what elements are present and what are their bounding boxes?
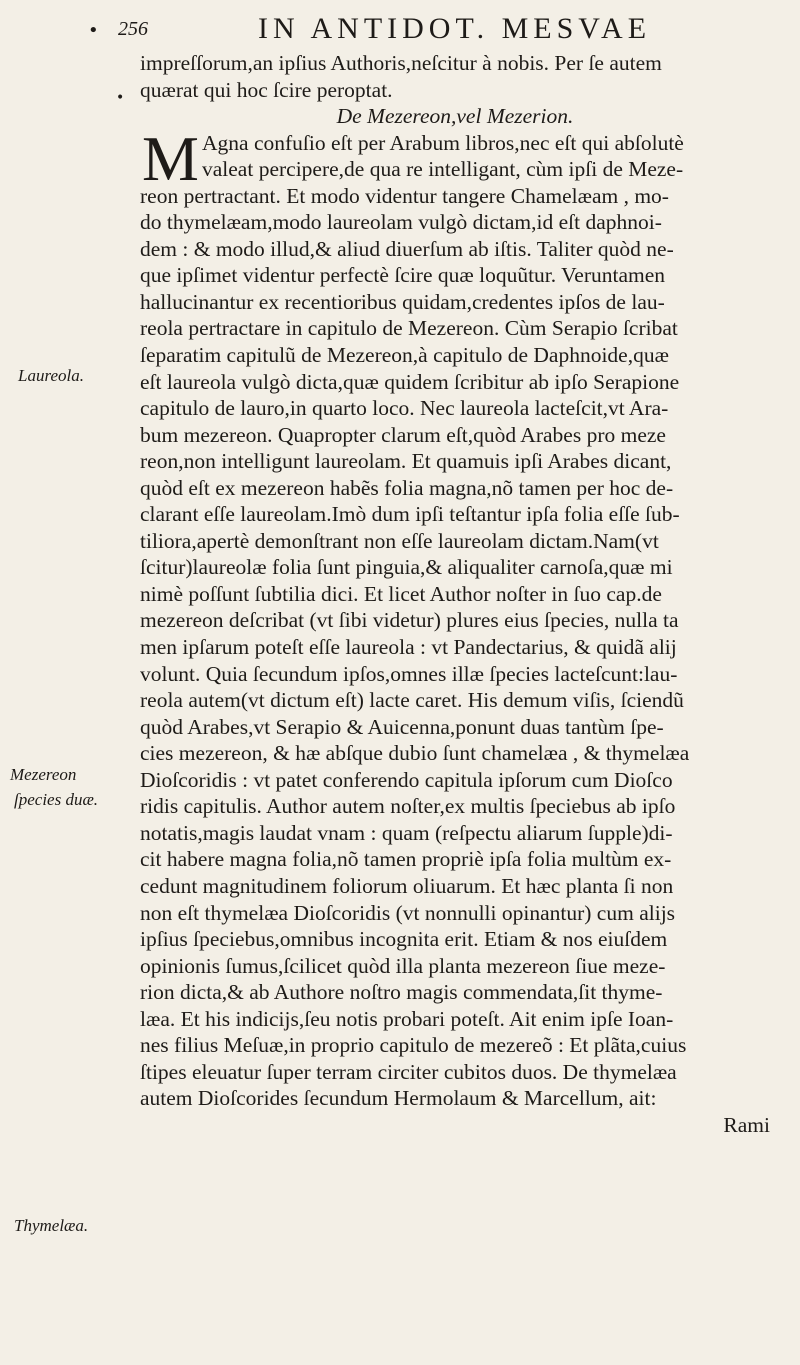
running-head: IN ANTIDOT. MESVAE bbox=[258, 12, 652, 45]
printer-mark: • bbox=[88, 20, 99, 41]
text-line: quòd Arabes,vt Serapio & Auicenna,ponunt duas tantùm ſpe- bbox=[140, 714, 664, 739]
text-line: volunt. Quia ſecundum ipſos,omnes illæ ſpecies lacteſcunt:lau- bbox=[140, 661, 678, 686]
text-line: capitulo de lauro,in quarto loco. Nec laureola lacteſcit,vt Ara- bbox=[140, 396, 669, 421]
text-line: cedunt magnitudinem foliorum oliuarum. Et hæc planta ſi non bbox=[140, 873, 674, 898]
text-line: do thymelæam,modo laureolam vulgò dictam,id eſt daphnoi- bbox=[140, 210, 662, 235]
text-line: reon pertractant. Et modo videntur tangere Chamelæam , mo- bbox=[140, 183, 669, 208]
margin-note-laureola: Laureola. bbox=[18, 366, 84, 385]
text-line: clarant eſſe laureolam.Imò dum ipſi teſtantur ipſa folia eſſe ſub- bbox=[140, 502, 680, 527]
text-line: dem : & modo illud,& aliud diuerſum ab iſtis. Taliter quòd ne- bbox=[140, 236, 674, 261]
text-line: ſcitur)laureolæ folia ſunt pinguia,& aliqualiter carnoſa,quæ mi bbox=[140, 555, 673, 580]
text-line: opinionis ſumus,ſcilicet quòd illa planta mezereon ſiue meze- bbox=[140, 953, 666, 978]
text-line: nes filius Meſuæ,in proprio capitulo de mezereõ : Et plãta,cuius bbox=[140, 1033, 687, 1058]
text-line: notatis,magis laudat vnam : quam (reſpectu aliarum ſupple)di- bbox=[140, 820, 673, 845]
margin-note-mezereon: Mezereon bbox=[10, 765, 77, 784]
text-line: ſtipes eleuatur ſuper terram circiter cubitos duos. De thymelæa bbox=[140, 1059, 677, 1084]
text-line: reola pertractare in capitulo de Mezereon. Cùm Serapio ſcribat bbox=[140, 316, 678, 341]
printer-mark: • bbox=[116, 90, 125, 106]
text-line: bum mezereon. Quapropter clarum eſt,quòd Arabes pro meze bbox=[140, 422, 666, 447]
text-line: nimè poſſunt ſubtilia dici. Et licet Author noſter in ſuo cap.de bbox=[140, 581, 662, 606]
text-line: quòd eſt ex mezereon habẽs folia magna,nõ tamen per hoc de- bbox=[140, 475, 674, 500]
text-line: valeat percipere,de qua re intelligant, cùm ipſi de Meze- bbox=[202, 157, 684, 182]
text-line: impreſſorum,an ipſius Authoris,neſcitur à nobis. Per ſe autem bbox=[140, 51, 662, 75]
drop-cap: M bbox=[142, 123, 199, 194]
text-line: hallucinantur ex recentioribus quidam,credentes ipſos de lau- bbox=[140, 289, 665, 314]
text-line: non eſt thymelæa Dioſcoridis (vt nonnulli opinantur) cum alijs bbox=[140, 900, 676, 925]
section-title: De Mezereon,vel Mezerion. bbox=[336, 104, 574, 129]
text-line: rion dicta,& ab Authore noſtro magis commendata,ſit thyme- bbox=[140, 980, 663, 1005]
page-number: 256 bbox=[118, 18, 148, 40]
catchword: Rami bbox=[723, 1112, 770, 1137]
text-line: que ipſimet videntur perfectè ſcire quæ loquũtur. Veruntamen bbox=[140, 263, 666, 288]
text-line: Agna confuſio eſt per Arabum libros,nec eſt qui abſolutè bbox=[202, 130, 684, 155]
text-line: men ipſarum poteſt eſſe laureola : vt Pandectarius, & quidã alij bbox=[140, 635, 677, 660]
margin-note-species: ſpecies duæ. bbox=[14, 790, 99, 809]
text-line: cies mezereon, & hæ abſque dubio ſunt chamelæa , & thymelæa bbox=[140, 741, 690, 766]
text-line: autem Dioſcorides ſecundum Hermolaum & Marcellum, ait: bbox=[140, 1086, 657, 1111]
text-line: læa. Et his indicijs,ſeu notis probari poteſt. Ait enim ipſe Ioan- bbox=[140, 1006, 674, 1031]
text-line: ſeparatim capitulũ de Mezereon,à capitulo de Daphnoide,quæ bbox=[140, 343, 669, 368]
text-line: Dioſcoridis : vt patet conferendo capitula ipſorum cum Dioſco bbox=[140, 767, 673, 792]
text-line: ipſius ſpeciebus,omnibus incognita erit. Etiam & nos eiuſdem bbox=[140, 927, 668, 952]
margin-note-thymelaea: Thymelæa. bbox=[14, 1216, 89, 1235]
text-line: cit habere magna folia,nõ tamen propriè ipſa folia multùm ex- bbox=[140, 847, 672, 872]
text-line: reon,non intelligunt laureolam. Et quamuis ipſi Arabes dicant, bbox=[140, 449, 672, 474]
text-line: tiliora,apertè demonſtrant non eſſe laureolam dictam.Nam(vt bbox=[140, 528, 659, 553]
text-line: ridis capitulis. Author autem noſter,ex multis ſpeciebus ab ipſo bbox=[140, 794, 676, 819]
page-header bbox=[0, 12, 800, 48]
text-line: reola autem(vt dictum eſt) lacte caret. His demum viſis, ſciendũ bbox=[140, 688, 684, 713]
text-line: eſt laureola vulgò dicta,quæ quidem ſcribitur ab ipſo Serapione bbox=[140, 369, 680, 394]
body-text bbox=[140, 50, 770, 1138]
text-line: mezereon deſcribat (vt ſibi videtur) plures eius ſpecies, nulla ta bbox=[140, 608, 679, 633]
text-line: quærat qui hoc ſcire peroptat. bbox=[140, 77, 393, 102]
